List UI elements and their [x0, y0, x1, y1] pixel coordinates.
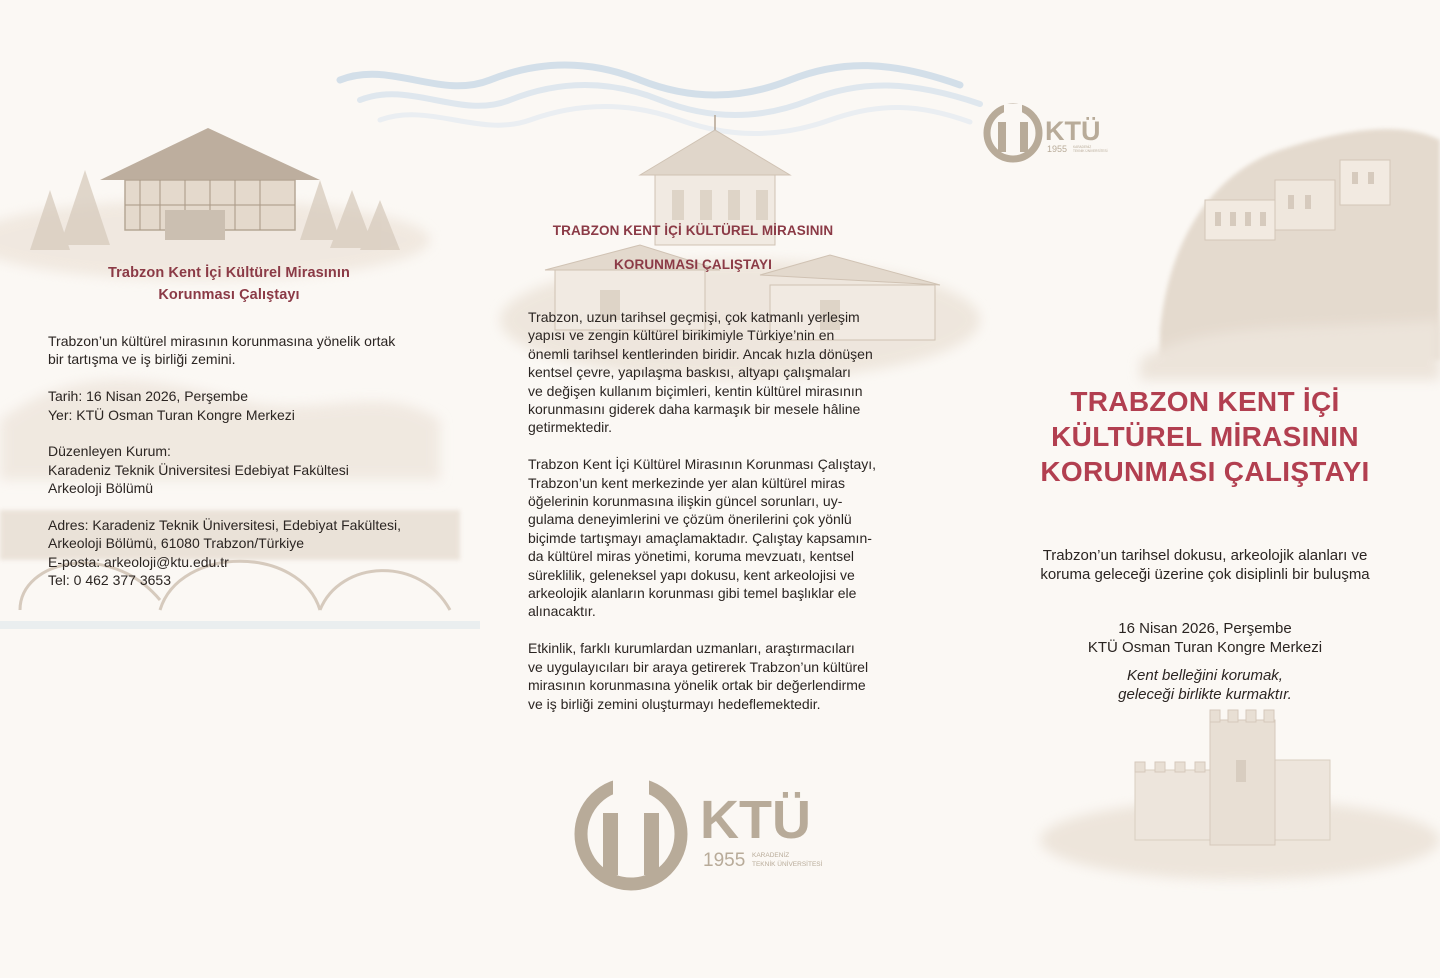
middle-title-line: TRABZON KENT İÇİ KÜLTÜREL MİRASININ — [552, 223, 834, 238]
middle-paragraph-1 — [528, 308, 920, 437]
logo-small-line2: TEKNİK ÜNİVERSİTESİ — [1073, 149, 1108, 153]
cover-tagline — [990, 547, 1420, 584]
monastery-cliff-illustration — [1140, 129, 1440, 380]
event-date: Tarih: 16 Nisan 2026, Perşembe — [48, 388, 248, 405]
middle-panel — [528, 214, 920, 731]
paragraph-line: alınacaktır. — [528, 603, 596, 620]
motto-line: Kent belleğini korumak, — [1127, 667, 1283, 684]
logo-large-line1: KARADENİZ — [752, 852, 790, 859]
left-panel-title — [48, 262, 410, 306]
paragraph-line: Etkinlik, farklı kurumlardan uzmanları, araştırmacıları — [528, 640, 855, 657]
cover-title-line: TRABZON KENT İÇİ — [1070, 386, 1340, 417]
paragraph-line: ve değişen kullanım biçimleri, kentin kültürel mirasının — [528, 382, 863, 399]
cover-date: 16 Nisan 2026, Perşembe — [1118, 620, 1292, 637]
cover-motto — [990, 667, 1420, 704]
left-intro-line: Trabzon’un kültürel mirasının korunmasına yönelik ortak — [48, 333, 396, 349]
paragraph-line: arkeolojik alanların korunması gibi temel başlıklar ele — [528, 585, 857, 602]
middle-paragraph-3 — [528, 639, 920, 713]
paragraph-line: kentsel çevre, yapılaşma baskısı, altyapı çalışmaları — [528, 364, 851, 381]
logo-small-year: 1955 — [1047, 144, 1068, 154]
ktu-logo-large — [581, 775, 823, 884]
cover-venue: KTÜ Osman Turan Kongre Merkezi — [1087, 638, 1323, 656]
traditional-house-illustration — [0, 128, 430, 280]
middle-title-line: KORUNMASI ÇALIŞTAYI — [614, 257, 772, 272]
paragraph-line: biçimde tartışmayı amaçlamaktadır. Çalıştay kapsamın- — [528, 529, 872, 546]
paragraph-line: süreklilik, geleneksel yapı dokusu, kent arkeolojisi ve — [528, 566, 855, 583]
paragraph-line: Trabzon Kent İçi Kültürel Mirasının Korunması Çalıştayı, — [528, 456, 877, 473]
cover-date-venue — [990, 620, 1420, 657]
right-cover-panel — [990, 384, 1420, 704]
paragraph-line: önemli tarihsel kentlerinden biridir. Ancak hızla dönüşen — [528, 345, 873, 362]
tagline-line: koruma geleceği üzerine çok disiplinli bir buluşma — [1040, 565, 1370, 583]
left-panel — [48, 262, 448, 608]
left-organizer — [48, 442, 448, 497]
organizer-label: Düzenleyen Kurum: — [48, 443, 171, 460]
left-intro-line: bir tartışma ve iş birliği zemini. — [48, 351, 236, 368]
ktu-logo-small — [987, 104, 1108, 159]
castle-tower-illustration — [1040, 710, 1440, 880]
cover-title-line: KORUNMASI ÇALIŞTAYI — [1040, 456, 1370, 487]
wave-decoration — [340, 65, 980, 134]
paragraph-line: Trabzon’un kent merkezinde yer alan kültürel miras — [528, 474, 845, 491]
middle-panel-title — [528, 214, 858, 282]
left-contact — [48, 516, 448, 590]
paragraph-line: yapısı ve zengin kültürel birikimiyle Türkiye’nin en — [528, 327, 835, 344]
paragraph-line: korunmasını giderek daha karmaşık bir mesele hâline — [528, 401, 861, 418]
tagline-line: Trabzon’un tarihsel dokusu, arkeolojik alanları ve — [1042, 547, 1368, 564]
paragraph-line: da kültürel miras yönetimi, koruma mevzuatı, kentsel — [528, 548, 855, 565]
paragraph-line: ve iş birliği zemini oluşturmayı hedeflemektedir. — [528, 695, 821, 712]
paragraph-line: Trabzon, uzun tarihsel geçmişi, çok katmanlı yerleşim — [528, 309, 860, 325]
middle-paragraph-2 — [528, 455, 920, 621]
logo-large-year: 1955 — [703, 850, 746, 871]
logo-large-name: KTÜ — [700, 790, 811, 850]
cover-title-line: KÜLTÜREL MİRASININ — [1051, 421, 1359, 452]
paragraph-line: getirmektedir. — [528, 419, 613, 436]
cover-title — [990, 384, 1420, 489]
paragraph-line: öğelerinin korunmasına ilişkin güncel sorunları, uy- — [528, 493, 843, 510]
left-title-line: Korunması Çalıştayı — [158, 287, 300, 303]
contact-address: Arkeoloji Bölümü, 61080 Trabzon/Türkiye — [48, 535, 305, 552]
logo-small-line1: KARADENİZ — [1073, 145, 1092, 149]
paragraph-line: gulama deneyimlerini ve çözüm önerilerini çok yönlü — [528, 511, 852, 528]
left-title-line: Trabzon Kent İçi Kültürel Mirasının — [108, 265, 350, 281]
paragraph-line: mirasının korunmasına yönelik ortak bir değerlendirme — [528, 677, 866, 694]
paragraph-line: ve uygulayıcıları bir araya getirerek Trabzon’un kültürel — [528, 658, 869, 675]
contact-phone: Tel: 0 462 377 3653 — [48, 572, 171, 589]
motto-line: geleceği birlikte kurmaktır. — [1118, 685, 1292, 703]
contact-email: E-posta: arkeoloji@ktu.edu.tr — [48, 553, 229, 570]
organizer-line: Arkeoloji Bölümü — [48, 480, 154, 497]
left-event-info — [48, 387, 448, 424]
organizer-line: Karadeniz Teknik Üniversitesi Edebiyat Fakültesi — [48, 461, 349, 478]
left-intro — [48, 332, 448, 369]
logo-large-line2: TEKNİK ÜNİVERSİTESİ — [752, 861, 823, 868]
event-venue: Yer: KTÜ Osman Turan Kongre Merkezi — [48, 406, 295, 423]
contact-address: Adres: Karadeniz Teknik Üniversitesi, Edebiyat Fakültesi, — [48, 517, 402, 534]
logo-small-name: KTÜ — [1045, 116, 1101, 146]
